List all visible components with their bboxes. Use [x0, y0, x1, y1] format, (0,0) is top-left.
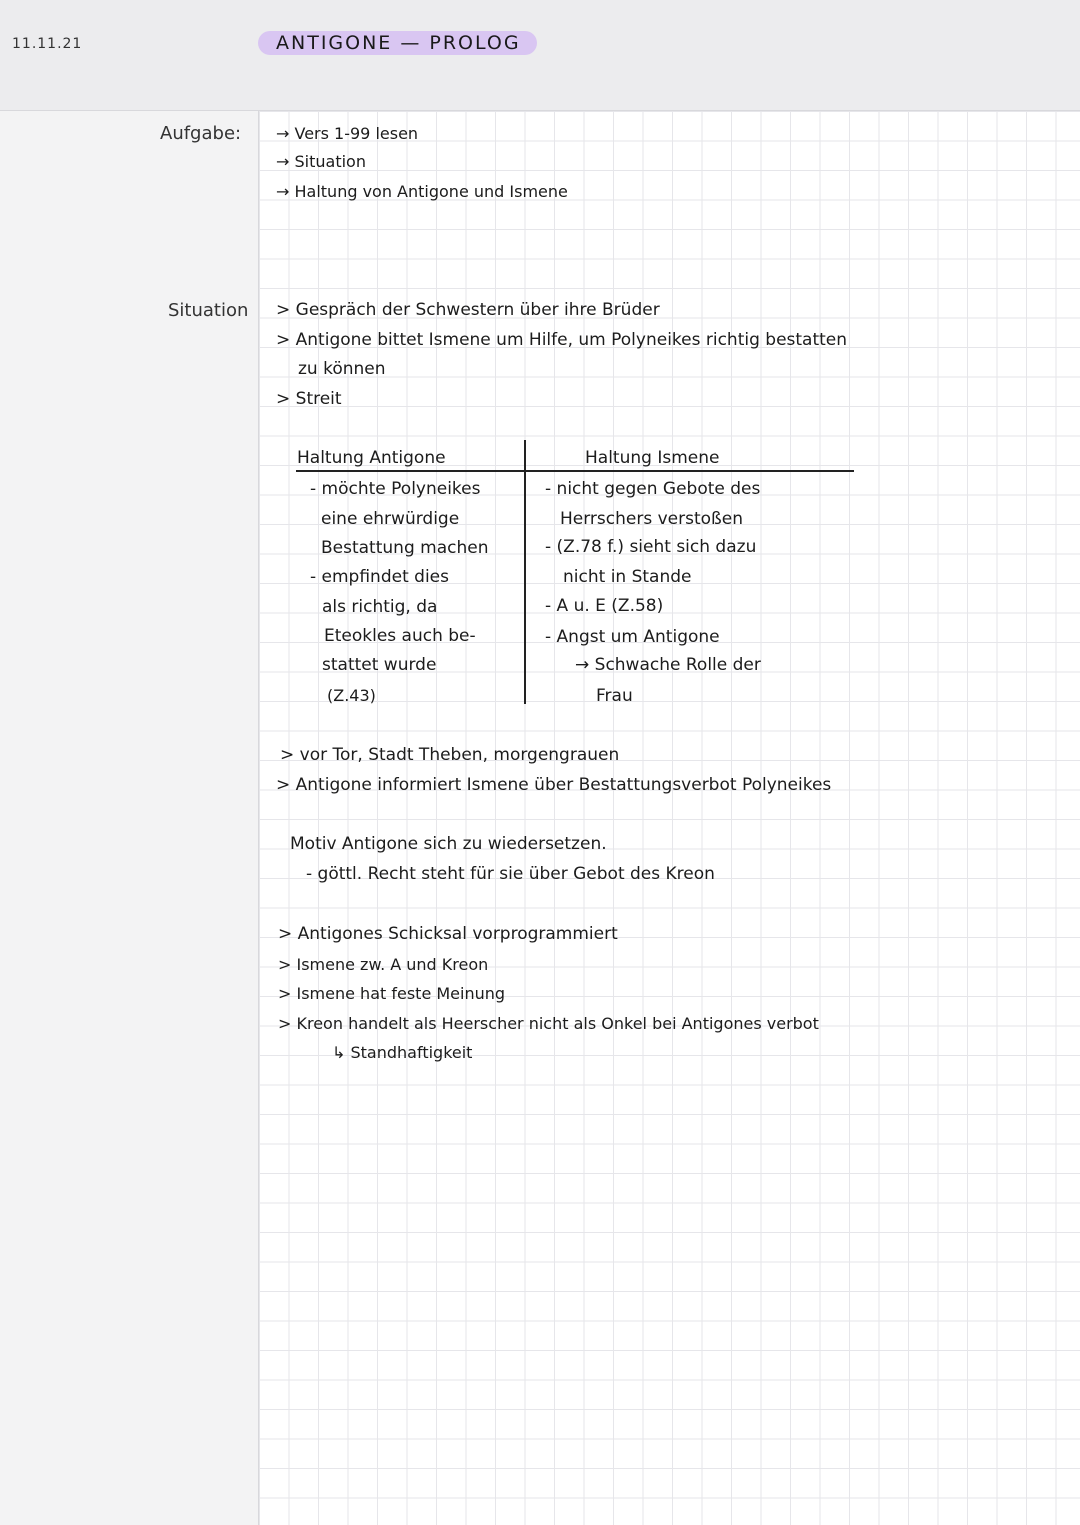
situation-item: > Antigone bittet Ismene um Hilfe, um Polyneikes richtig bestatten: [276, 330, 848, 350]
aufgabe-item: → Haltung von Antigone und Ismene: [276, 182, 568, 201]
right-column-line: - A u. E (Z.58): [545, 596, 664, 616]
right-column-line: - (Z.78 f.) sieht sich dazu: [545, 537, 757, 557]
left-column-line: Bestattung machen: [321, 538, 489, 558]
right-column-line: Frau: [596, 686, 633, 706]
page-title: ANTIGONE — PROLOG: [258, 31, 537, 55]
note-date: 11.11.21: [12, 36, 83, 52]
situation-item: zu können: [298, 359, 386, 379]
left-column-line: - empfindet dies: [310, 567, 449, 587]
right-column-line: - nicht gegen Gebote des: [545, 479, 761, 499]
table-vertical-line: [524, 440, 526, 704]
right-column-line: → Schwache Rolle der: [575, 655, 761, 675]
note-line: > Antigones Schicksal vorprogrammiert: [278, 924, 618, 944]
situation-label: Situation: [168, 300, 249, 321]
note-line: > vor Tor, Stadt Theben, morgengrauen: [280, 745, 620, 765]
situation-item: > Streit: [276, 389, 342, 409]
aufgabe-label: Aufgabe:: [160, 123, 242, 144]
right-column-line: Herrschers verstoßen: [560, 509, 743, 529]
table-horizontal-line: [296, 470, 854, 472]
motiv-point: - göttl. Recht steht für sie über Gebot des Kreon: [306, 864, 715, 884]
note-line: ↳ Standhaftigkeit: [332, 1043, 473, 1062]
note-line: > Antigone informiert Ismene über Bestattungsverbot Polyneikes: [276, 775, 832, 795]
situation-item: > Gespräch der Schwestern über ihre Brüder: [276, 300, 660, 320]
left-margin-column: [0, 0, 258, 1525]
left-column-line: - möchte Polyneikes: [310, 479, 481, 499]
left-column-line: Eteokles auch be-: [324, 626, 476, 646]
note-line: > Ismene zw. A und Kreon: [278, 955, 489, 974]
note-line: > Ismene hat feste Meinung: [278, 984, 506, 1003]
note-line: > Kreon handelt als Heerscher nicht als Onkel bei Antigones verbot: [278, 1014, 819, 1033]
left-column-line: (Z.43): [327, 686, 376, 705]
motiv-title: Motiv Antigone sich zu wiedersetzen.: [290, 834, 607, 854]
grid-paper: [258, 111, 1080, 1525]
left-column-line: stattet wurde: [322, 655, 437, 675]
aufgabe-item: → Situation: [276, 152, 366, 171]
left-column-header: Haltung Antigone: [297, 448, 446, 468]
right-column-line: nicht in Stande: [563, 567, 692, 587]
left-column-line: als richtig, da: [322, 597, 438, 617]
right-column-line: - Angst um Antigone: [545, 627, 720, 647]
right-column-header: Haltung Ismene: [585, 448, 720, 468]
left-column-line: eine ehrwürdige: [321, 509, 460, 529]
aufgabe-item: → Vers 1-99 lesen: [276, 124, 419, 143]
header-band: [0, 0, 1080, 111]
